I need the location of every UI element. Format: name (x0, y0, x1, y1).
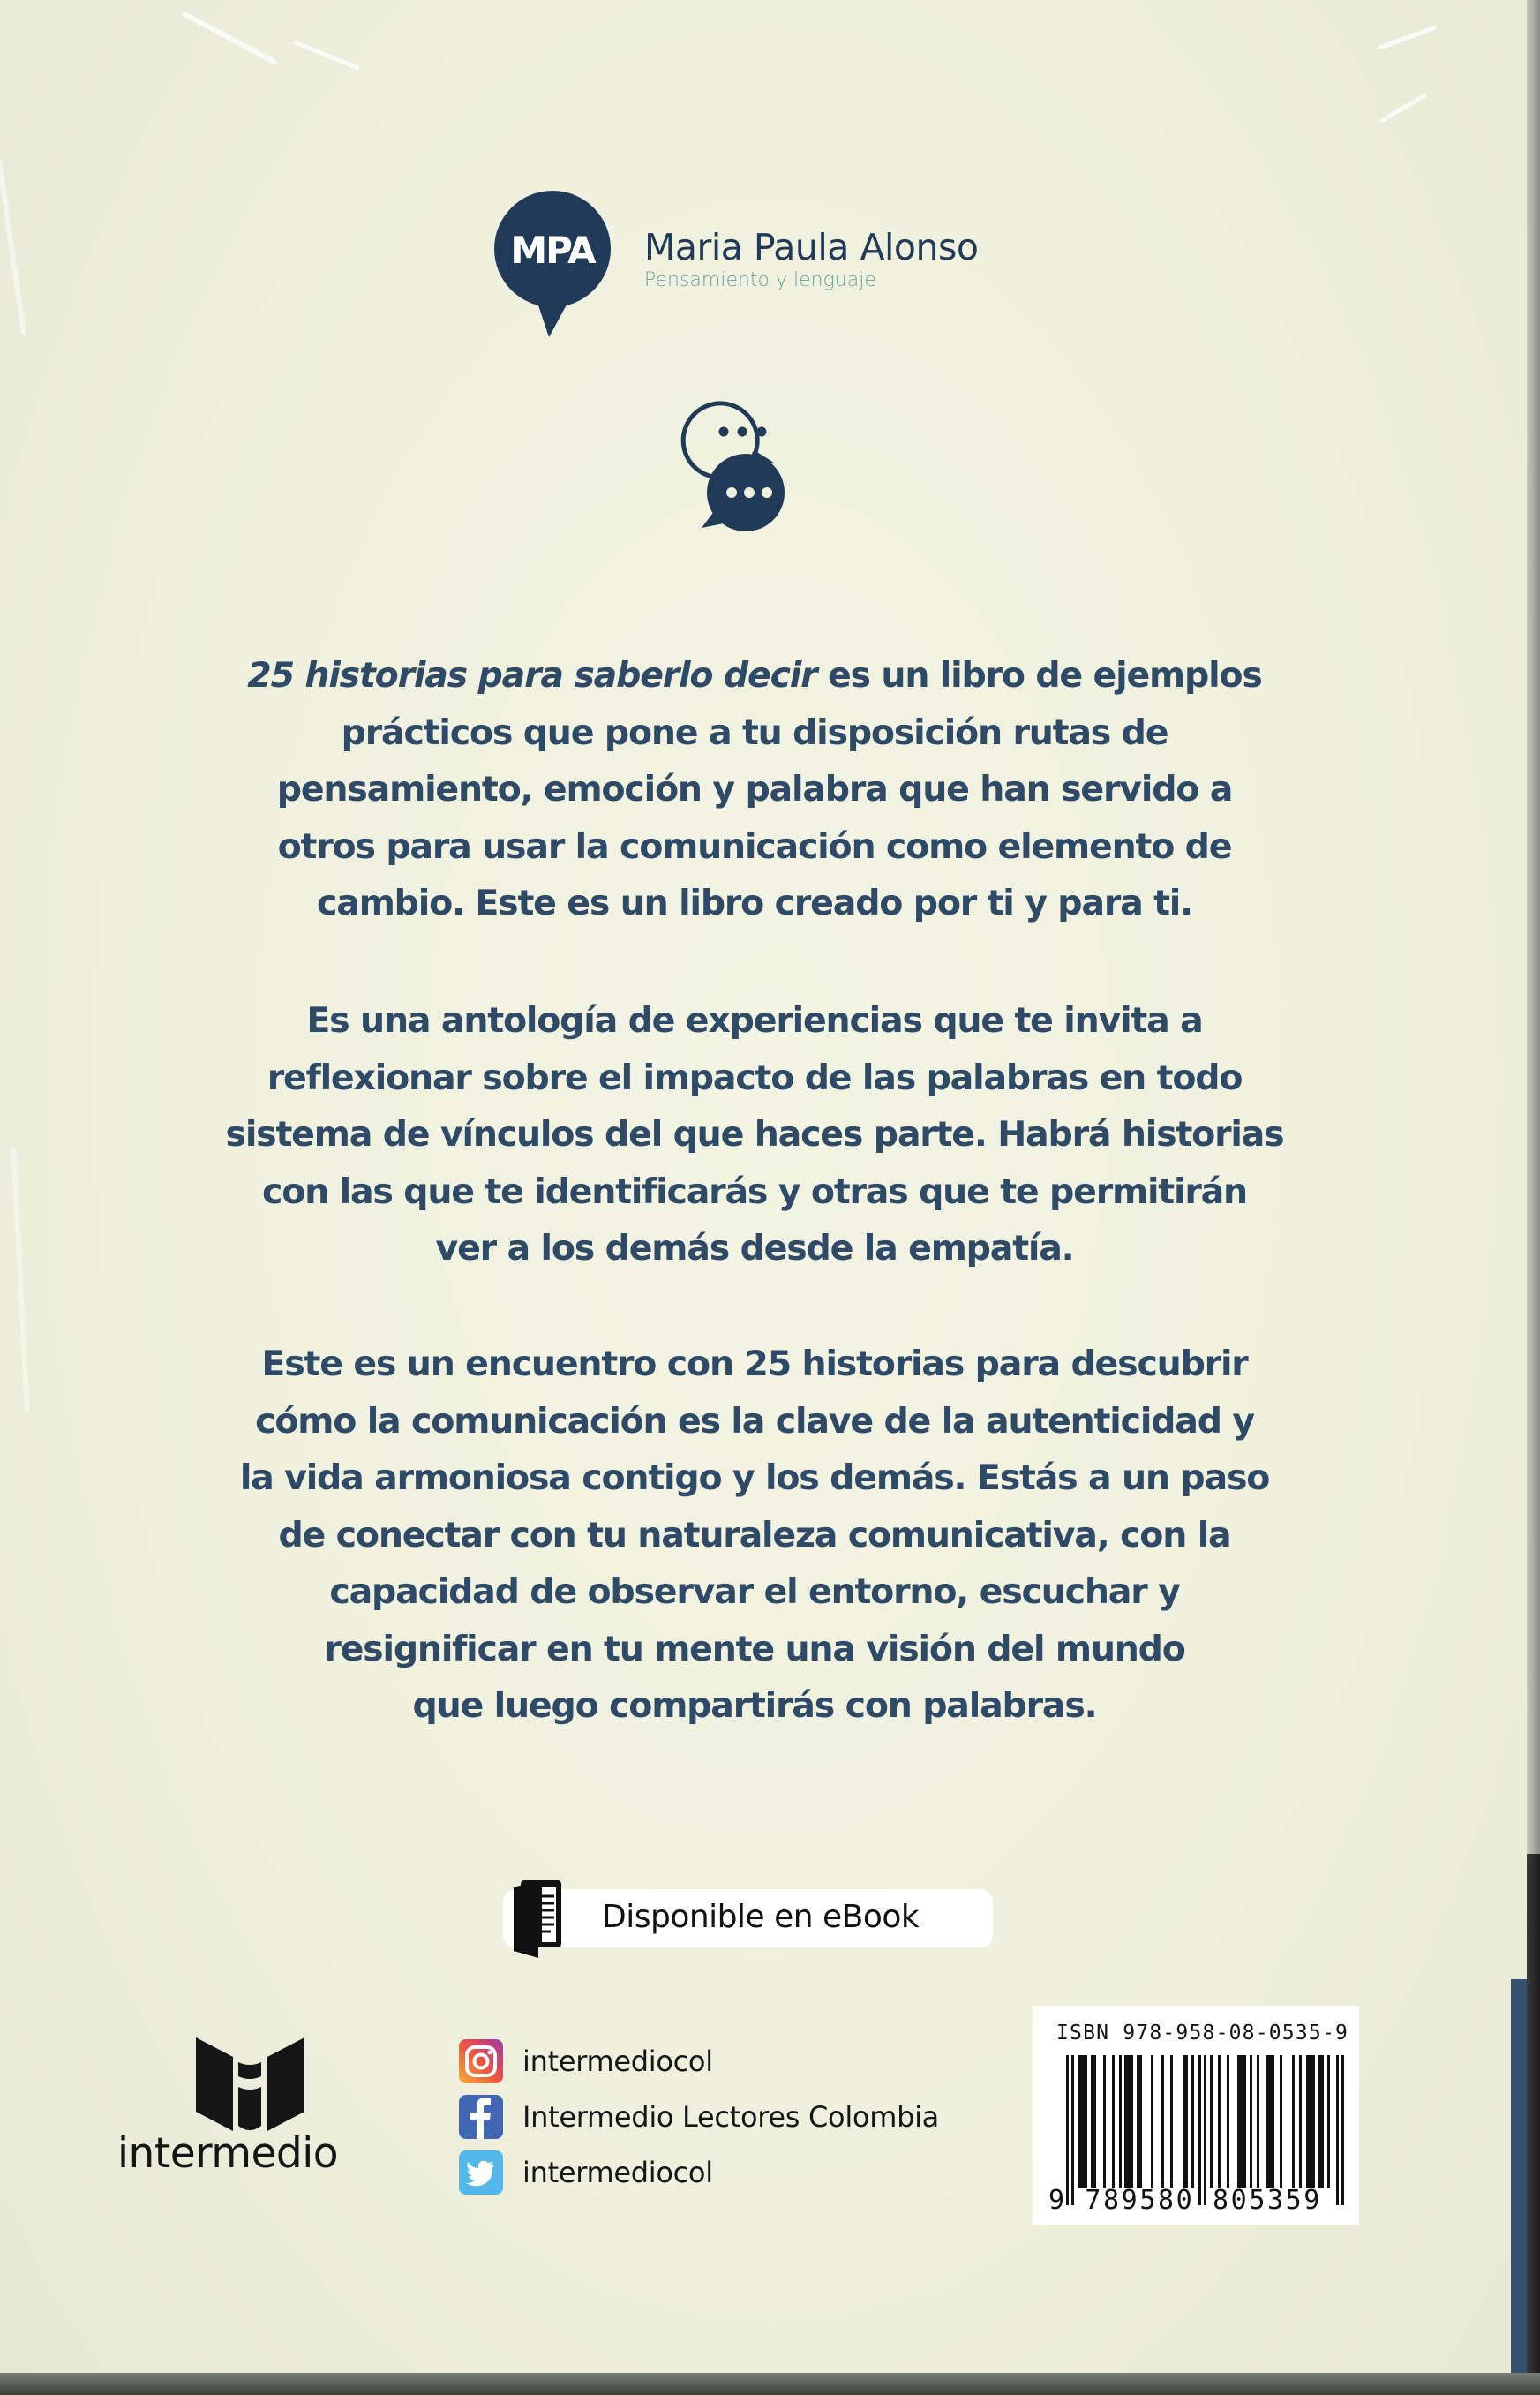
isbn-number: ISBN 978-958-08-0535-9 (1056, 2022, 1349, 2045)
svg-text:MPA: MPA (510, 229, 595, 272)
blurb-line: ver a los demás desde la empatía. (435, 1228, 1074, 1269)
blurb-line: que luego compartirás con palabras. (412, 1685, 1097, 1726)
social-instagram (459, 2033, 939, 2089)
spine-blue-strip (1511, 1979, 1527, 2373)
social-twitter (459, 2144, 939, 2200)
blurb-paragraph-2 (88, 992, 1421, 1277)
blurb-line: Es una antología de experiencias que te invita a (306, 1000, 1203, 1041)
blurb-line: pensamiento, emoción y palabra que han servido a (276, 769, 1233, 810)
author-tagline: Pensamiento y lenguaje (644, 269, 876, 291)
ebook-reader-icon (512, 1877, 565, 1958)
barcode-icon (1066, 2055, 1347, 2205)
blurb-line: la vida armoniosa contigo y los demás. Estás a un paso (239, 1457, 1270, 1498)
twitter-icon (459, 2150, 503, 2195)
blurb-line: otros para usar la comunicación como elemento de (277, 825, 1232, 867)
instagram-handle: intermediocol (522, 2044, 713, 2078)
author-logo (492, 189, 616, 339)
blurb-line: prácticos que pone a tu disposición rutas de (341, 712, 1168, 753)
book-edge-right-shadow (1527, 1854, 1540, 2395)
blurb-line: capacidad de observar el entorno, escuchar y (329, 1571, 1180, 1612)
author-name: Maria Paula Alonso (644, 226, 979, 268)
chat-bubbles-icon (675, 388, 785, 538)
blurb-line: sistema de vínculos del que haces parte. Habrá historias (225, 1114, 1284, 1155)
twitter-handle: intermediocol (522, 2155, 713, 2189)
blurb-line: 25 historias para saberlo decir es un libro de ejemplos (247, 655, 1262, 696)
facebook-handle: Intermedio Lectores Colombia (522, 2099, 939, 2134)
blurb-line: Este es un encuentro con 25 historias para descubrir (261, 1344, 1248, 1384)
blurb-paragraph-3 (88, 1336, 1421, 1735)
ebook-label: Disponible en eBook (602, 1899, 920, 1935)
publisher-name: intermedio (117, 2129, 339, 2178)
facebook-icon (459, 2095, 503, 2139)
ean-digits: 9 789580 805359 (1048, 2185, 1322, 2216)
book-edge-bottom (0, 2373, 1540, 2395)
mpa-speech-bubble-icon (492, 189, 616, 339)
instagram-icon (459, 2039, 503, 2083)
blurb-line: con las que te identificarás y otras que te permitirán (262, 1171, 1247, 1212)
blurb-line: reflexionar sobre el impacto de las palabras en todo (267, 1057, 1243, 1098)
blurb-line: de conectar con tu naturaleza comunicativa, con la (278, 1514, 1231, 1555)
blurb-paragraph-1 (88, 647, 1421, 932)
blurb-line: resignificar en tu mente una visión del mundo (324, 1628, 1185, 1669)
open-book-i-icon (196, 2037, 304, 2135)
blurb-line: cómo la comunicación es la clave de la autenticidad y (255, 1400, 1254, 1442)
blurb-line: cambio. Este es un libro creado por ti y para ti. (317, 883, 1192, 923)
social-facebook (459, 2089, 939, 2144)
book-title-italic: 25 historias para saberlo decir (247, 655, 817, 696)
social-links (459, 2033, 939, 2200)
